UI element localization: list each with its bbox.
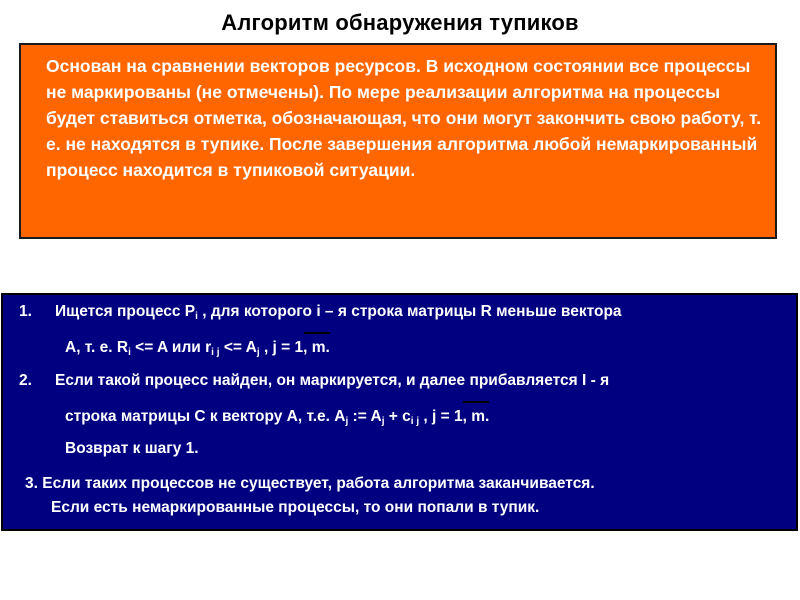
page-title: Алгоритм обнаружения тупиков bbox=[221, 10, 579, 35]
step-1-formula-m: m. bbox=[311, 339, 330, 356]
step-1-text-a: Ищется процесс P bbox=[55, 303, 196, 320]
step-1-line-2 bbox=[65, 339, 330, 358]
step-1-number: 1. bbox=[19, 303, 32, 320]
steps-box bbox=[1, 293, 798, 531]
step-1-formula-sub-1: i bbox=[128, 347, 131, 358]
step-2-formula-c: + c bbox=[384, 408, 411, 425]
step-1-formula-c: <= A bbox=[219, 339, 257, 356]
intro-text: Основан на сравнении векторов ресурсов. В исходном состоянии все процессы не маркированы (не отмечены). По мере реализации алгоритма на процессы будет ставиться отметка, обозначающая, что они могут закончить свою работу, т. е. не находятся в тупике. После завершения алгоритма любой немаркированный процесс находится в тупиковой ситуации. bbox=[46, 56, 762, 180]
step-2-formula-m: m. bbox=[471, 408, 490, 425]
step-1-formula-d: , j = 1, bbox=[259, 339, 312, 356]
step-1-formula-b: <= A или r bbox=[130, 339, 212, 356]
step-2-formula-sub-2: j bbox=[381, 416, 385, 427]
step-2-line-1 bbox=[19, 372, 609, 390]
intro-box bbox=[19, 43, 777, 239]
step-1-formula-sub-3: j bbox=[256, 347, 260, 358]
step-3-line-1: 3. Если таких процессов не существует, работа алгоритма заканчивается. bbox=[25, 475, 595, 492]
step-2-formula-sub-3: i j bbox=[410, 416, 420, 427]
step-2-number: 2. bbox=[19, 372, 32, 389]
step-2-formula-b: := A bbox=[348, 408, 382, 425]
step-1-sub-i: i bbox=[195, 311, 198, 322]
step-2-line-3: Возврат к шагу 1. bbox=[65, 440, 199, 457]
step-2-formula-a: строка матрицы С к вектору А, т.е. A bbox=[65, 408, 346, 425]
step-2-formula-sub-1: j bbox=[345, 416, 349, 427]
step-2-text-a: Если такой процесс найден, он маркируется, и далее прибавляется I - я bbox=[55, 372, 610, 389]
step-2-formula-d: , j = 1, bbox=[419, 408, 472, 425]
step-1-text-b: , для которого i – я строка матрицы R меньше вектора bbox=[197, 303, 622, 320]
step-1-formula-sub-2: i j bbox=[211, 347, 220, 358]
step-1-formula-a: A, т. е. R bbox=[65, 339, 129, 356]
step-2-line-2 bbox=[65, 408, 489, 427]
step-1-line-1 bbox=[19, 303, 622, 322]
step-3-line-2: Если есть немаркированные процессы, то они попали в тупик. bbox=[51, 499, 540, 516]
